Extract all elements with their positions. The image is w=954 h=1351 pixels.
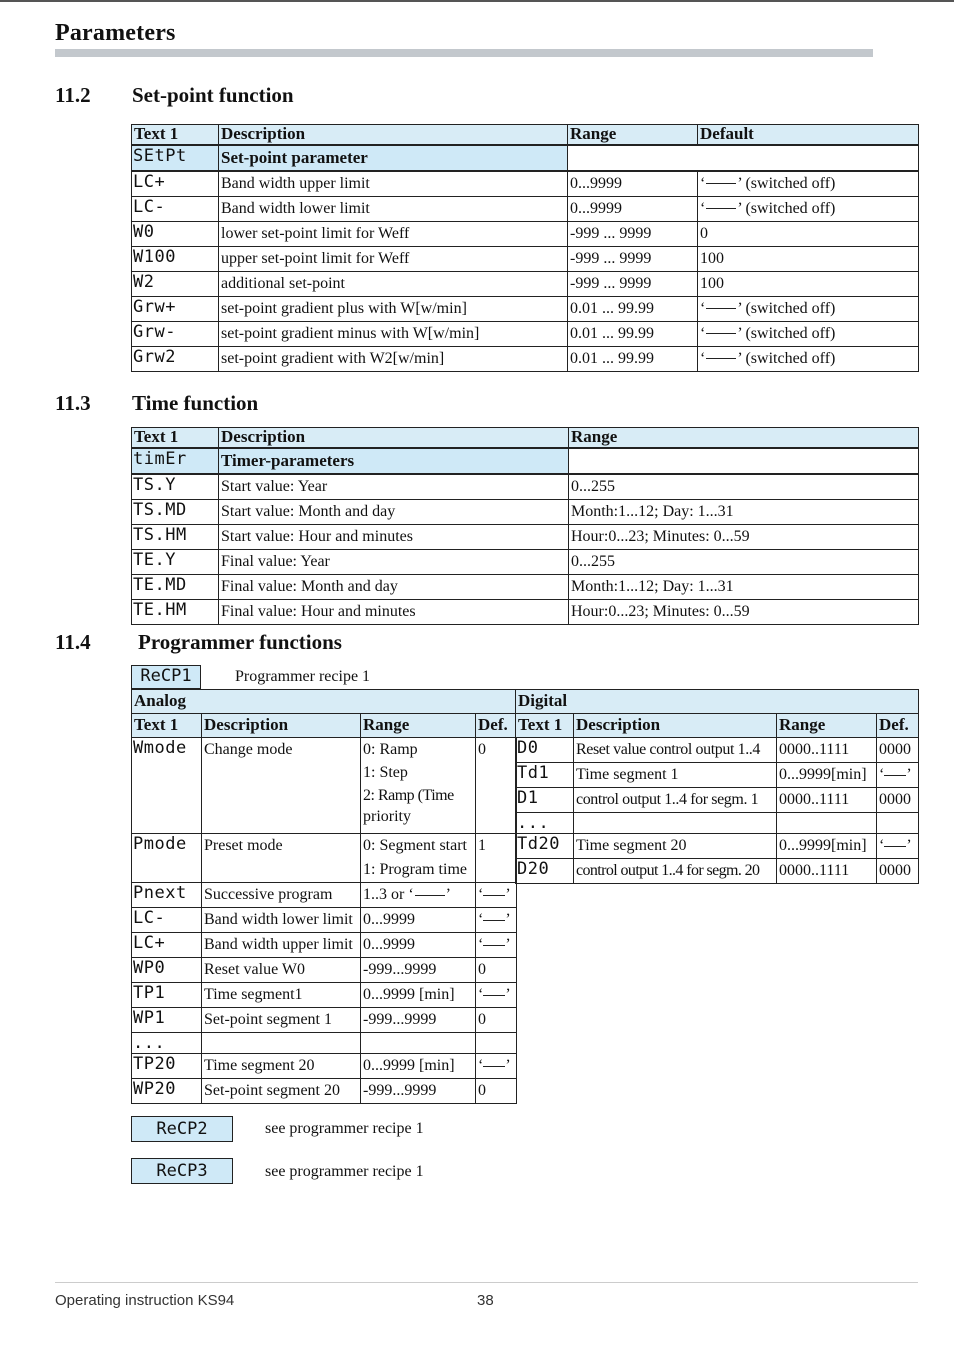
table-header <box>132 125 919 145</box>
section-title-time: Time function <box>132 391 259 415</box>
recipe-1-code: ReCP1 <box>131 665 201 689</box>
digital-header: Digital <box>516 690 919 714</box>
param-code: WP20 <box>132 1079 202 1104</box>
param-code: WP1 <box>132 1008 202 1033</box>
table-row <box>132 296 919 321</box>
param-range <box>777 813 877 834</box>
col-description: Description <box>574 714 777 738</box>
table-row <box>132 908 517 933</box>
param-default: ‘ ’ (switched off) <box>698 296 919 321</box>
table-row <box>132 1008 517 1033</box>
col-range: Range <box>777 714 877 738</box>
table-row <box>132 834 517 883</box>
param-code: D20 <box>516 859 574 884</box>
param-def: ‘ ’ <box>476 933 517 958</box>
param-range: -999...9999 <box>361 1079 476 1104</box>
param-def: ‘ ’ <box>476 983 517 1008</box>
param-default: ‘ ’ (switched off) <box>698 196 919 221</box>
table-row <box>132 499 919 524</box>
param-range: 0.01 ... 99.99 <box>568 296 698 321</box>
param-desc <box>202 1033 361 1054</box>
param-desc: control output 1..4 for segm. 20 <box>574 859 777 884</box>
param-range: 0: Ramp 1: Step 2: Ramp (Time priority <box>361 738 476 834</box>
group-row <box>132 448 919 474</box>
param-desc: additional set-point <box>219 271 568 296</box>
param-desc: Band width upper limit <box>202 933 361 958</box>
param-desc: Set-point segment 20 <box>202 1079 361 1104</box>
group-code: SEtPt <box>132 145 219 171</box>
param-range: 0...255 <box>569 474 919 500</box>
param-code: D1 <box>516 788 574 813</box>
recipe-3-code: ReCP3 <box>131 1158 233 1184</box>
col-default: Default <box>698 125 919 145</box>
recipe-3-note: see programmer recipe 1 <box>265 1163 424 1180</box>
param-default: ‘ ’ (switched off) <box>698 346 919 371</box>
param-code: WP0 <box>132 958 202 983</box>
param-range: 0000..1111 <box>777 738 877 763</box>
param-desc: Successive program <box>202 883 361 908</box>
col-text1: Text 1 <box>132 125 219 145</box>
param-desc: set-point gradient plus with W[w/min] <box>219 296 568 321</box>
param-code: LC- <box>132 196 219 221</box>
param-range: Hour:0...23; Minutes: 0...59 <box>569 599 919 624</box>
param-desc: Reset value W0 <box>202 958 361 983</box>
group-label: Set-point parameter <box>219 145 568 171</box>
param-code: W2 <box>132 271 219 296</box>
param-desc: Band width lower limit <box>202 908 361 933</box>
param-desc: control output 1..4 for segm. 1 <box>574 788 777 813</box>
group-row <box>132 145 919 171</box>
top-rule <box>0 0 954 2</box>
param-range: Month:1...12; Day: 1...31 <box>569 499 919 524</box>
recipe-2-code: ReCP2 <box>131 1116 233 1142</box>
param-def: ‘ ’ <box>476 1054 517 1079</box>
param-code: Pnext <box>132 883 202 908</box>
table-row <box>132 738 517 834</box>
param-code: D0 <box>516 738 574 763</box>
table-row <box>132 346 919 371</box>
param-code: Td20 <box>516 834 574 859</box>
table-row <box>132 549 919 574</box>
param-code: Grw- <box>132 321 219 346</box>
param-range: 0...9999[min] <box>777 834 877 859</box>
table-row <box>132 246 919 271</box>
param-range: 0000..1111 <box>777 788 877 813</box>
param-range: 0: Segment start 1: Program time <box>361 834 476 883</box>
param-desc: Final value: Hour and minutes <box>219 599 569 624</box>
col-description: Description <box>202 714 361 738</box>
col-text1: Text 1 <box>516 714 574 738</box>
section-title-programmer: Programmer functions <box>138 630 342 654</box>
param-def: 0 <box>476 738 517 834</box>
param-default: 100 <box>698 246 919 271</box>
footer-page-number: 38 <box>477 1292 494 1309</box>
param-range: 0...9999 <box>361 908 476 933</box>
recipe-2-note: see programmer recipe 1 <box>265 1120 424 1137</box>
param-code: W100 <box>132 246 219 271</box>
param-desc: Band width lower limit <box>219 196 568 221</box>
param-def: 0 <box>476 1008 517 1033</box>
col-description: Description <box>219 125 568 145</box>
param-code: Pmode <box>132 834 202 883</box>
table-row <box>516 813 919 834</box>
table-row <box>516 859 919 884</box>
table-row <box>132 271 919 296</box>
param-desc: Final value: Year <box>219 549 569 574</box>
table-row <box>132 196 919 221</box>
param-desc: Time segment1 <box>202 983 361 1008</box>
param-code: Td1 <box>516 763 574 788</box>
param-def: 0 <box>476 958 517 983</box>
table-row <box>132 958 517 983</box>
param-range: -999...9999 <box>361 1008 476 1033</box>
col-range: Range <box>569 428 919 448</box>
param-code: TP20 <box>132 1054 202 1079</box>
param-code: TE.Y <box>132 549 219 574</box>
time-table <box>131 427 919 625</box>
table-row <box>132 883 517 908</box>
table-row <box>516 834 919 859</box>
col-def: Def. <box>476 714 517 738</box>
group-code: timEr <box>132 448 219 474</box>
param-desc: Band width upper limit <box>219 171 568 197</box>
param-code: ... <box>516 813 574 834</box>
table-row <box>132 1033 517 1054</box>
param-default: 100 <box>698 271 919 296</box>
table-row <box>132 524 919 549</box>
param-desc: Reset value control output 1..4 <box>574 738 777 763</box>
param-range <box>361 1033 476 1054</box>
param-range: 0.01 ... 99.99 <box>568 321 698 346</box>
analog-table <box>131 689 517 1104</box>
param-code: TS.HM <box>132 524 219 549</box>
param-desc <box>574 813 777 834</box>
footer-document-name: Operating instruction KS94 <box>55 1292 235 1309</box>
col-range: Range <box>568 125 698 145</box>
param-range: 0...9999 <box>568 196 698 221</box>
param-desc: Preset mode <box>202 834 361 883</box>
param-desc: Time segment 1 <box>574 763 777 788</box>
section-number-11-4: 11.4 <box>55 630 91 654</box>
table-row <box>132 171 919 197</box>
param-range: 0.01 ... 99.99 <box>568 346 698 371</box>
param-desc: Time segment 20 <box>574 834 777 859</box>
param-range: 0...9999 <box>568 171 698 197</box>
param-code: Wmode <box>132 738 202 834</box>
param-desc: Start value: Year <box>219 474 569 500</box>
param-desc: Change mode <box>202 738 361 834</box>
param-def: 0000 <box>877 788 919 813</box>
param-def: 0 <box>476 1079 517 1104</box>
param-range: 0000..1111 <box>777 859 877 884</box>
param-code: Grw2 <box>132 346 219 371</box>
param-def: ‘ ’ <box>476 908 517 933</box>
table-row <box>132 1054 517 1079</box>
param-range: 0...9999 <box>361 933 476 958</box>
param-desc: lower set-point limit for Weff <box>219 221 568 246</box>
param-def: 0000 <box>877 859 919 884</box>
param-range: 0...9999 [min] <box>361 983 476 1008</box>
param-code: TS.MD <box>132 499 219 524</box>
param-desc: Set-point segment 1 <box>202 1008 361 1033</box>
param-desc: set-point gradient with W2[w/min] <box>219 346 568 371</box>
param-code: TP1 <box>132 983 202 1008</box>
param-range: 0...255 <box>569 549 919 574</box>
param-range: -999 ... 9999 <box>568 221 698 246</box>
param-def: ‘ ’ <box>476 883 517 908</box>
param-code: ... <box>132 1033 202 1054</box>
table-row <box>132 599 919 624</box>
section-number-11-2: 11.2 <box>55 83 91 107</box>
table-row <box>132 321 919 346</box>
param-def: ‘ ’ <box>877 834 919 859</box>
param-range: 1..3 or ‘ ’ <box>361 883 476 908</box>
footer-rule <box>55 1282 918 1283</box>
table-row <box>132 574 919 599</box>
param-desc: upper set-point limit for Weff <box>219 246 568 271</box>
col-text1: Text 1 <box>132 714 202 738</box>
param-range: -999...9999 <box>361 958 476 983</box>
group-label: Timer-parameters <box>219 448 569 474</box>
param-code: TE.HM <box>132 599 219 624</box>
col-range: Range <box>361 714 476 738</box>
param-code: W0 <box>132 221 219 246</box>
title-bar <box>55 49 873 57</box>
param-range: Month:1...12; Day: 1...31 <box>569 574 919 599</box>
table-row <box>132 983 517 1008</box>
table-row <box>516 788 919 813</box>
table-row <box>516 763 919 788</box>
section-number-11-3: 11.3 <box>55 391 91 415</box>
param-range: 0...9999[min] <box>777 763 877 788</box>
param-default: ‘ ’ (switched off) <box>698 171 919 197</box>
table-row <box>132 933 517 958</box>
col-description: Description <box>219 428 569 448</box>
section-title-set-point: Set-point function <box>132 83 294 107</box>
param-default: 0 <box>698 221 919 246</box>
param-default: ‘ ’ (switched off) <box>698 321 919 346</box>
param-def: ‘ ’ <box>877 763 919 788</box>
param-code: TE.MD <box>132 574 219 599</box>
param-desc: Start value: Hour and minutes <box>219 524 569 549</box>
param-code: LC- <box>132 908 202 933</box>
table-row <box>516 738 919 763</box>
table-header <box>132 428 919 448</box>
set-point-table <box>131 124 919 372</box>
col-def: Def. <box>877 714 919 738</box>
recipe-1-label: Programmer recipe 1 <box>235 668 371 685</box>
param-range: -999 ... 9999 <box>568 246 698 271</box>
param-code: LC+ <box>132 171 219 197</box>
param-desc: Final value: Month and day <box>219 574 569 599</box>
param-code: LC+ <box>132 933 202 958</box>
param-code: TS.Y <box>132 474 219 500</box>
col-text1: Text 1 <box>132 428 219 448</box>
table-row <box>132 474 919 500</box>
analog-header: Analog <box>132 690 517 714</box>
table-row <box>132 221 919 246</box>
param-range: 0...9999 [min] <box>361 1054 476 1079</box>
param-def: 0000 <box>877 738 919 763</box>
param-range: Hour:0...23; Minutes: 0...59 <box>569 524 919 549</box>
param-desc: Start value: Month and day <box>219 499 569 524</box>
param-desc: set-point gradient minus with W[w/min] <box>219 321 568 346</box>
param-range: -999 ... 9999 <box>568 271 698 296</box>
page-title: Parameters <box>55 20 176 46</box>
table-row <box>132 1079 517 1104</box>
param-code: Grw+ <box>132 296 219 321</box>
param-def: 1 <box>476 834 517 883</box>
digital-table <box>515 689 919 884</box>
param-desc: Time segment 20 <box>202 1054 361 1079</box>
